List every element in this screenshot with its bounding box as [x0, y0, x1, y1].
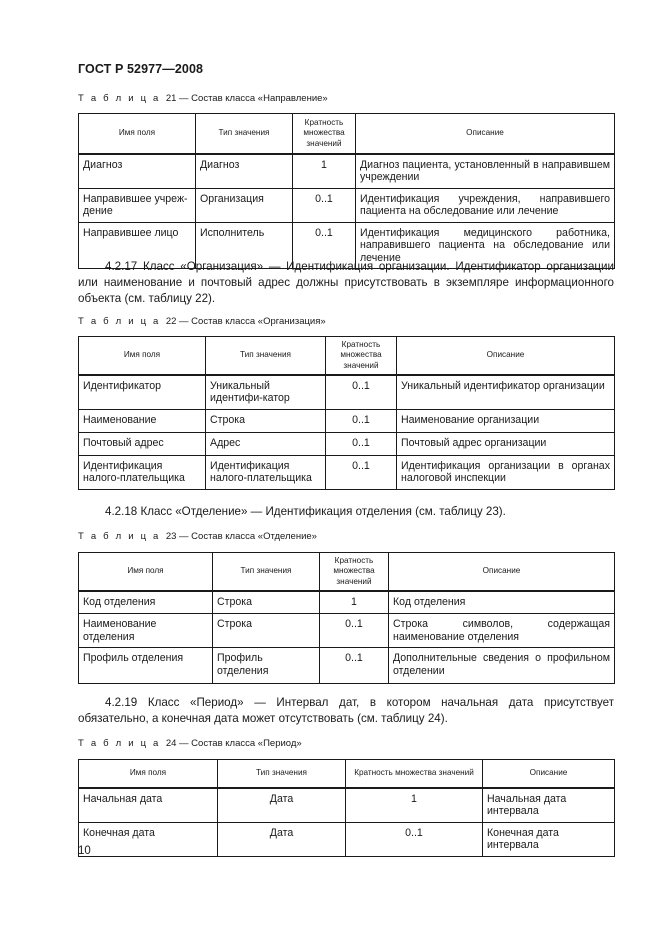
column-header-multiplicity: Кратность множества значений: [320, 553, 389, 591]
page-number: 10: [78, 845, 91, 857]
table-24: [78, 759, 615, 857]
paragraph-4-2-18: 4.2.18 Класс «Отделение» — Идентификация отделения (см. таблицу 23).: [105, 505, 506, 518]
cell-field: Идентификатор: [79, 375, 206, 410]
paragraph-4-2-17: 4.2.17 Класс «Организация» — Идентификация организации. Идентификатор организации или наименование и почтовый адрес должны присутствовать в экземпляре информационного объекта (см. таблицу 22).: [78, 260, 614, 305]
table-21-title: 21 — Состав класса «Направление»: [165, 93, 328, 104]
table-22-label: Т а б л и ц а: [78, 316, 161, 327]
cell-field: Наименование отделения: [79, 614, 213, 648]
table-22-title: 22 — Состав класса «Организация»: [165, 316, 326, 327]
cell-type: Строка: [213, 614, 320, 648]
table-row: [79, 614, 615, 648]
table-24-title: 24 — Состав класса «Период»: [165, 738, 302, 749]
column-header-type: Тип значения: [218, 760, 346, 788]
column-header-description: Описание: [356, 114, 615, 154]
column-header-type: Тип значения: [213, 553, 320, 591]
cell-type: Профиль отделения: [213, 648, 320, 684]
table-row: [79, 788, 615, 823]
cell-type: Строка: [206, 409, 326, 432]
cell-type: Дата: [218, 822, 346, 856]
document-header: ГОСТ Р 52977—2008: [78, 62, 204, 76]
table-row: [79, 591, 615, 614]
column-header-field: Имя поля: [79, 114, 196, 154]
table-22-caption: [78, 316, 326, 327]
column-header-field: Имя поля: [79, 553, 213, 591]
cell-type: Дата: [218, 788, 346, 823]
table-row: [79, 822, 615, 856]
table-23-title: 23 — Состав класса «Отделение»: [165, 531, 317, 542]
cell-description: Идентификация организации в органах налоговой инспекции: [397, 455, 615, 489]
cell-multiplicity: 0..1: [326, 432, 397, 455]
cell-multiplicity: 0..1: [346, 822, 483, 856]
cell-field: Идентификация налого-плательщика: [79, 455, 206, 489]
cell-type: Адрес: [206, 432, 326, 455]
cell-multiplicity: 0..1: [320, 614, 389, 648]
cell-description: Идентификация медицинского работника, направившего пациента на обследование или лечение: [356, 222, 615, 269]
cell-multiplicity: 1: [293, 154, 356, 189]
cell-field: Направившее лицо: [79, 222, 196, 269]
cell-multiplicity: 0..1: [326, 409, 397, 432]
column-header-multiplicity: Кратность множества значений: [326, 337, 397, 375]
table-24-label: Т а б л и ц а: [78, 738, 161, 749]
cell-multiplicity: 1: [346, 788, 483, 823]
cell-field: Начальная дата: [79, 788, 218, 823]
cell-type: Диагноз: [196, 154, 293, 189]
table-row: [79, 154, 615, 189]
cell-field: Направившее учреж-дение: [79, 188, 196, 222]
table-22: [78, 336, 615, 490]
cell-type: Строка: [213, 591, 320, 614]
table-row: [79, 648, 615, 684]
cell-description: Уникальный идентификатор организации: [397, 375, 615, 410]
table-23: [78, 552, 615, 684]
cell-description: Идентификация учреждения, направившего пациента на обследование или лечение: [356, 188, 615, 222]
cell-multiplicity: 0..1: [326, 455, 397, 489]
cell-field: Профиль отделения: [79, 648, 213, 684]
cell-field: Код отделения: [79, 591, 213, 614]
cell-type: Идентификация налого-плательщика: [206, 455, 326, 489]
cell-field: Конечная дата: [79, 822, 218, 856]
cell-field: Почтовый адрес: [79, 432, 206, 455]
table-row: [79, 375, 615, 410]
cell-description: Код отделения: [389, 591, 615, 614]
cell-multiplicity: 0..1: [326, 375, 397, 410]
table-23-caption: [78, 531, 317, 542]
cell-description: Конечная дата интервала: [483, 822, 615, 856]
table-row: [79, 455, 615, 489]
column-header-type: Тип значения: [206, 337, 326, 375]
column-header-field: Имя поля: [79, 337, 206, 375]
cell-multiplicity: 0..1: [320, 648, 389, 684]
cell-description: Дополнительные сведения о профильном отделении: [389, 648, 615, 684]
table-row: [79, 409, 615, 432]
paragraph-4-2-19: 4.2.19 Класс «Период» — Интервал дат, в котором начальная дата присутствует обязательно, а конечная дата может отсутствовать (см. таблицу 24).: [78, 696, 614, 725]
cell-description: Наименование организации: [397, 409, 615, 432]
table-21-label: Т а б л и ц а: [78, 93, 161, 104]
column-header-description: Описание: [483, 760, 615, 788]
table-21: [78, 113, 615, 269]
cell-field: Диагноз: [79, 154, 196, 189]
cell-field: Наименование: [79, 409, 206, 432]
column-header-multiplicity: Кратность множества значений: [346, 760, 483, 788]
cell-description: Начальная дата интервала: [483, 788, 615, 823]
table-23-label: Т а б л и ц а: [78, 531, 161, 542]
cell-multiplicity: 1: [320, 591, 389, 614]
cell-multiplicity: 0..1: [293, 188, 356, 222]
cell-description: Почтовый адрес организации: [397, 432, 615, 455]
cell-multiplicity: 0..1: [293, 222, 356, 269]
column-header-description: Описание: [389, 553, 615, 591]
column-header-description: Описание: [397, 337, 615, 375]
table-21-caption: [78, 93, 328, 104]
cell-description: Диагноз пациента, установленный в направившем учреждении: [356, 154, 615, 189]
cell-type: Уникальный идентифи-катор: [206, 375, 326, 410]
column-header-field: Имя поля: [79, 760, 218, 788]
cell-type: Исполнитель: [196, 222, 293, 269]
table-row: [79, 188, 615, 222]
column-header-multiplicity: Кратность множества значений: [293, 114, 356, 154]
table-24-caption: [78, 738, 302, 749]
cell-type: Организация: [196, 188, 293, 222]
cell-description: Строка символов, содержащая наименование отделения: [389, 614, 615, 648]
table-row: [79, 432, 615, 455]
column-header-type: Тип значения: [196, 114, 293, 154]
